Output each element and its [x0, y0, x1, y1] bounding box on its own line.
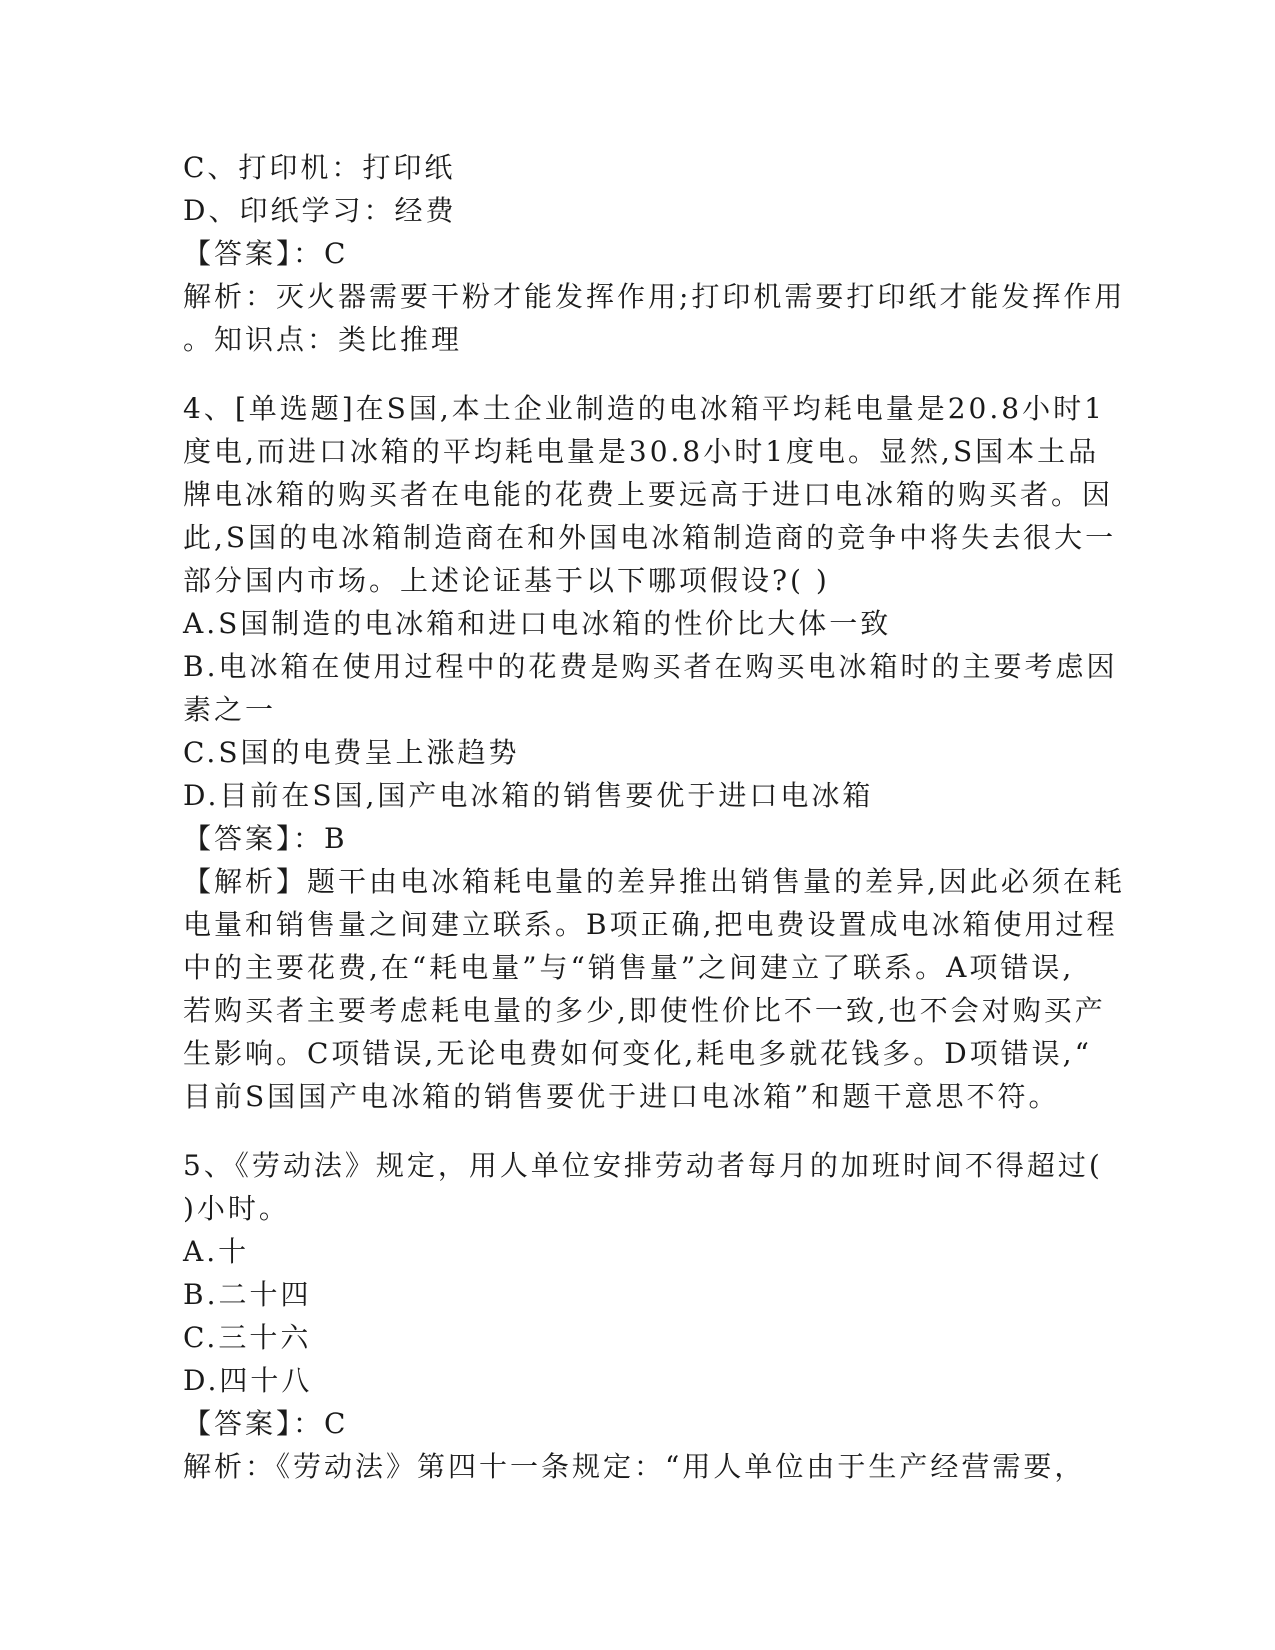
answer-line: 【答案】：C [183, 237, 349, 270]
question-stem-line: 部分国内市场。上述论证基于以下哪项假设?( ) [183, 564, 830, 597]
option-d: D.四十八 [183, 1364, 313, 1397]
explanation-line: 中的主要花费,在“耗电量”与“销售量”之间建立了联系。A项错误, [183, 951, 1075, 984]
option-d: D.目前在S国,国产电冰箱的销售要优于进口电冰箱 [183, 779, 874, 812]
document-page [183, 146, 1126, 1488]
explanation-line: 解析：灭火器需要干粉才能发挥作用;打印机需要打印纸才能发挥作用 [183, 280, 1126, 313]
explanation-line: 解析：《劳动法》第四十一条规定：“用人单位由于生产经营需要， [183, 1450, 1086, 1483]
question-stem-line: 4、[单选题]在S国,本土企业制造的电冰箱平均耗电量是20.8小时1 [183, 392, 1105, 425]
question-stem-line: 度电,而进口冰箱的平均耗电量是30.8小时1度电。显然,S国本土品 [183, 435, 1100, 468]
option-c: C.三十六 [183, 1321, 312, 1354]
option-c: C.S国的电费呈上涨趋势 [183, 736, 520, 769]
question-stem-line: 牌电冰箱的购买者在电能的花费上要远高于进口电冰箱的购买者。因 [183, 478, 1114, 511]
question-5 [183, 1144, 1103, 1488]
answer-line: 【答案】：B [183, 822, 348, 855]
option-a: A.S国制造的电冰箱和进口电冰箱的性价比大体一致 [183, 607, 892, 640]
option-d: D、印纸学习：经费 [183, 194, 457, 227]
question-stem-line: 5、《劳动法》规定，用人单位安排劳动者每月的加班时间不得超过( [183, 1149, 1103, 1182]
option-a: A.十 [183, 1235, 250, 1268]
option-c: C、打印机：打印纸 [183, 151, 456, 184]
option-b: B.二十四 [183, 1278, 312, 1311]
explanation-line: 【解析】题干由电冰箱耗电量的差异推出销售量的差异,因此必须在耗 [183, 865, 1125, 898]
option-b: B.电冰箱在使用过程中的花费是购买者在购买电冰箱时的主要考虑因 [183, 650, 1118, 683]
answer-line: 【答案】：C [183, 1407, 349, 1440]
explanation-line: 电量和销售量之间建立联系。B项正确,把电费设置成电冰箱使用过程 [183, 908, 1118, 941]
explanation-line: 若购买者主要考虑耗电量的多少,即使性价比不一致,也不会对购买产 [183, 994, 1106, 1027]
option-b-cont: 素之一 [183, 693, 277, 726]
question-4 [183, 387, 1125, 1118]
explanation-line: 。知识点：类比推理 [183, 323, 463, 356]
question-3-tail [183, 146, 1126, 361]
explanation-line: 目前S国国产电冰箱的销售要优于进口电冰箱”和题干意思不符。 [183, 1080, 1060, 1113]
question-stem-line: 此,S国的电冰箱制造商在和外国电冰箱制造商的竞争中将失去很大一 [183, 521, 1117, 554]
question-stem-line: )小时。 [183, 1192, 290, 1225]
explanation-line: 生影响。C项错误,无论电费如何变化,耗电多就花钱多。D项错误,“ [183, 1037, 1092, 1070]
